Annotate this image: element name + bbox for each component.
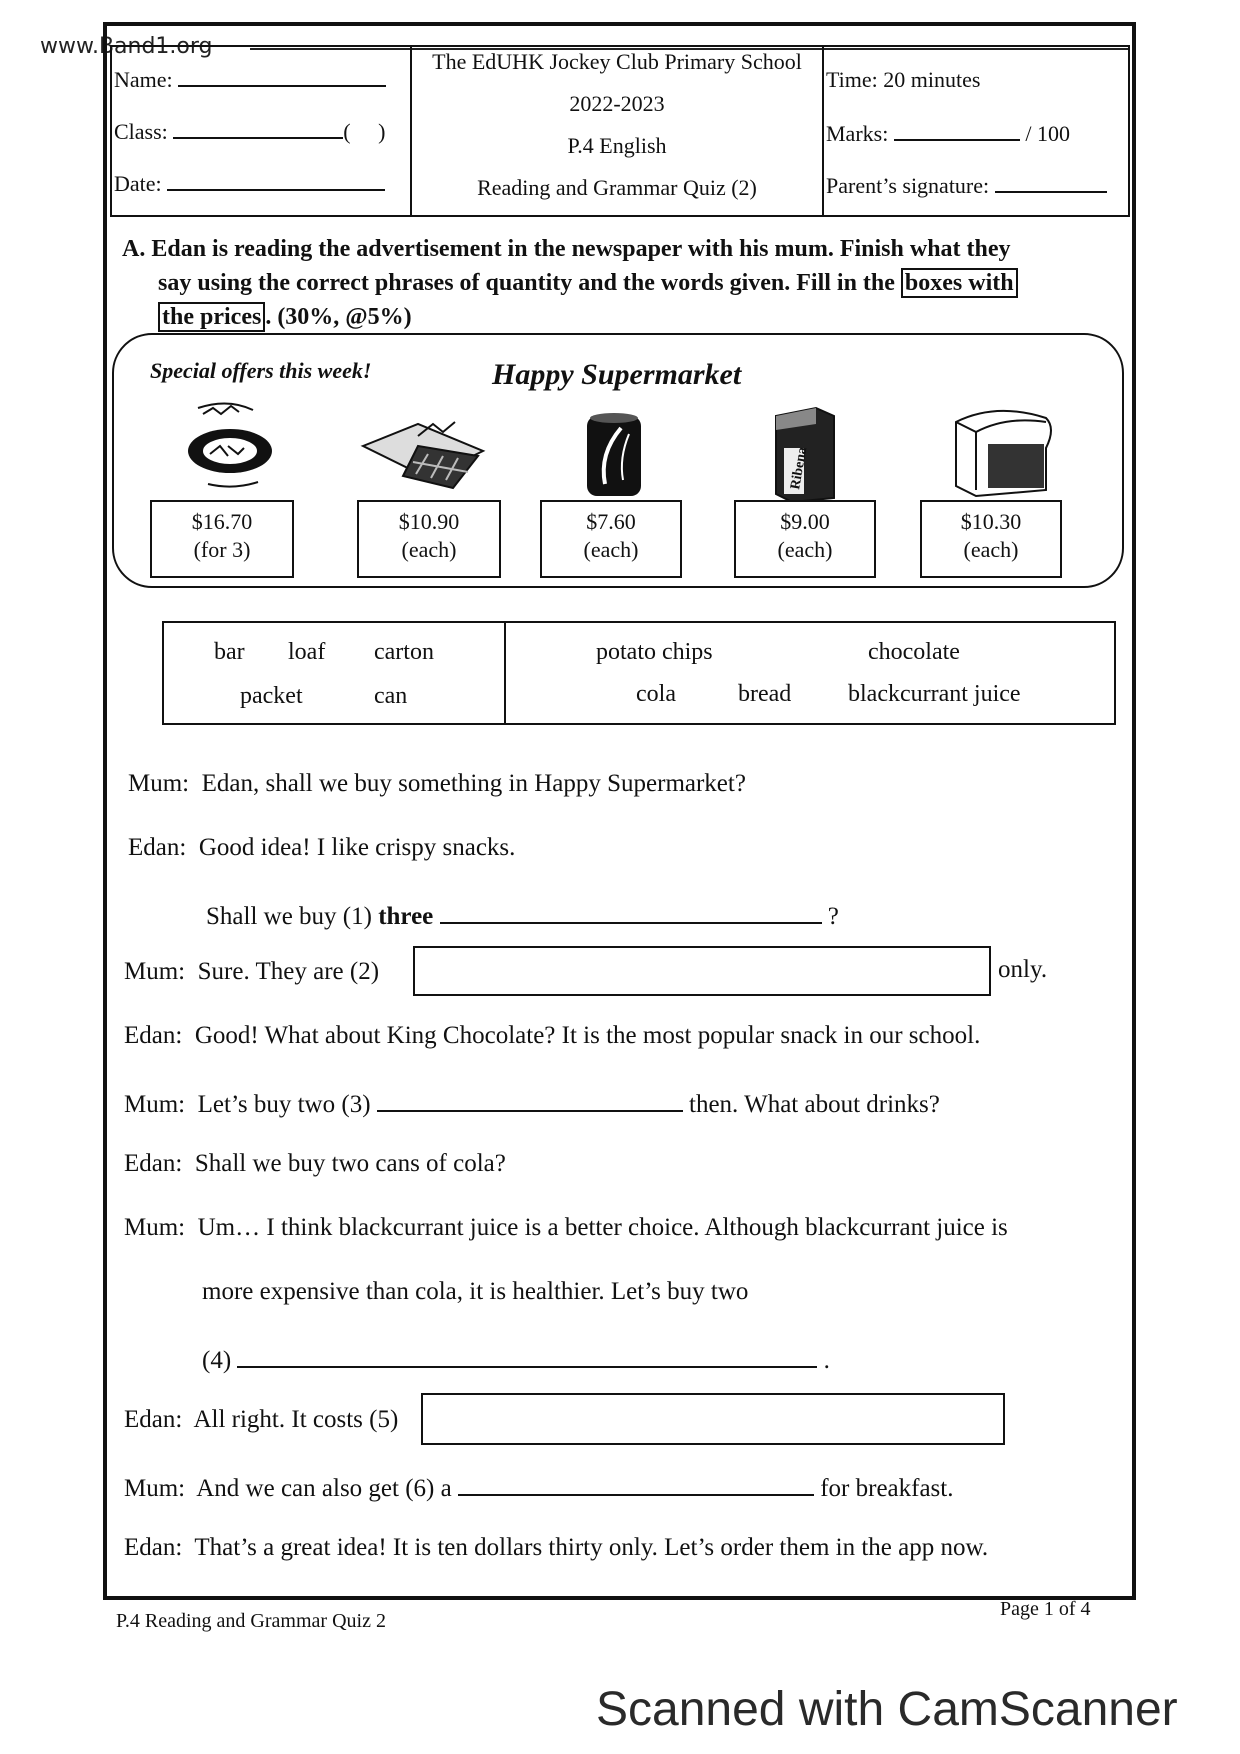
dialogue-line-6: Mum: Let’s buy two (3) then. What about drinks? [124, 1086, 940, 1119]
section-a-instructions: A. Edan is reading the advertisement in the newspaper with his mum. Finish what they say using the correct phrases of quantity and the words given. Fill in the boxes with the prices . (30%, @5%) [122, 232, 1122, 334]
date-field[interactable]: Date: [114, 171, 385, 197]
bread-loaf-icon [946, 402, 1056, 502]
answer-blank-3[interactable] [377, 1086, 683, 1112]
price-box-juice: $9.00 (each) [734, 500, 876, 578]
word-bread: bread [738, 681, 792, 707]
footer-quiz-title: P.4 Reading and Grammar Quiz 2 [116, 1610, 386, 1632]
price-box-chocolate: $10.90 (each) [357, 500, 501, 578]
dialogue-line-1: Mum: Edan, shall we buy something in Happy Supermarket? [128, 770, 746, 797]
answer-box-2[interactable] [413, 946, 991, 996]
dialogue-line-12: Mum: And we can also get (6) a for breakfast. [124, 1470, 953, 1503]
word-cola: cola [636, 681, 676, 707]
dialogue-line-3: Shall we buy (1) three ? [206, 898, 839, 931]
class-blank[interactable] [173, 119, 343, 139]
class-field[interactable]: Class: ( ) [114, 119, 386, 144]
potato-chips-icon [178, 396, 278, 496]
dialogue-line-10: (4) . [202, 1342, 830, 1375]
answer-box-5[interactable] [421, 1393, 1005, 1445]
dialogue-line-5: Edan: Good! What about King Chocolate? It is the most popular snack in our school. [124, 1022, 981, 1049]
time-limit: Time: 20 minutes [826, 67, 981, 92]
date-blank[interactable] [167, 171, 385, 191]
signature-blank[interactable] [995, 173, 1107, 193]
school-name: The EdUHK Jockey Club Primary School [432, 49, 802, 74]
dialogue-line-9: more expensive than cola, it is healthier. Let’s buy two [202, 1278, 749, 1305]
word-blackcurrant-juice: blackcurrant juice [848, 681, 1021, 707]
dialogue-line-11: Edan: All right. It costs (5) [124, 1406, 399, 1433]
dialogue-line-13: Edan: That’s a great idea! It is ten dollars thirty only. Let’s order them in the app now. [124, 1534, 989, 1561]
quiz-title: Reading and Grammar Quiz (2) [477, 175, 757, 200]
quiz-info [412, 47, 824, 215]
price-box-bread: $10.30 (each) [920, 500, 1062, 578]
subject: P.4 English [567, 133, 667, 158]
answer-blank-6[interactable] [458, 1470, 814, 1496]
quantity-words [164, 623, 506, 723]
word-potato-chips: potato chips [596, 639, 713, 665]
item-words [506, 623, 1114, 723]
cola-can-icon [583, 410, 645, 500]
name-blank[interactable] [178, 67, 386, 87]
word-loaf: loaf [288, 639, 326, 665]
student-info [112, 47, 412, 215]
word-can: can [374, 683, 408, 709]
word-carton: carton [374, 639, 434, 665]
dialogue-line-2: Edan: Good idea! I like crispy snacks. [128, 834, 516, 861]
special-offers-label: Special offers this week! [150, 358, 372, 383]
marks-info [824, 47, 1128, 215]
marks-blank[interactable] [894, 121, 1020, 141]
class-number[interactable]: ( ) [343, 119, 386, 144]
juice-carton-icon [768, 402, 838, 502]
price-box-potato-chips: $16.70 (for 3) [150, 500, 294, 578]
marks-field[interactable]: Marks: / 100 [826, 121, 1070, 146]
dialogue-line-8: Mum: Um… I think blackcurrant juice is a better choice. Although blackcurrant juice is [124, 1214, 1008, 1241]
signature-field[interactable]: Parent’s signature: [826, 173, 1107, 199]
header-table [110, 45, 1130, 217]
watermark: www.Band1.org [40, 34, 213, 59]
school-year: 2022-2023 [569, 91, 665, 116]
word-packet: packet [240, 683, 303, 709]
price-box-cola: $7.60 (each) [540, 500, 682, 578]
word-bar: bar [214, 639, 245, 665]
dialogue-line-7: Edan: Shall we buy two cans of cola? [124, 1150, 506, 1177]
dialogue-line-4: Mum: Sure. They are (2) [124, 958, 380, 985]
chocolate-bar-icon [358, 416, 488, 496]
page-number: Page 1 of 4 [1000, 1598, 1091, 1620]
dialogue-line-4-suffix: only. [998, 956, 1048, 983]
answer-blank-1[interactable] [440, 898, 822, 924]
svg-text:Ribena: Ribena [788, 445, 811, 491]
word-bank [162, 621, 1116, 725]
word-chocolate: chocolate [868, 639, 960, 665]
camscanner-watermark: Scanned with CamScanner [596, 1683, 1178, 1736]
supermarket-name: Happy Supermarket [492, 358, 742, 391]
name-field[interactable]: Name: [114, 67, 386, 93]
answer-blank-4[interactable] [237, 1342, 817, 1368]
